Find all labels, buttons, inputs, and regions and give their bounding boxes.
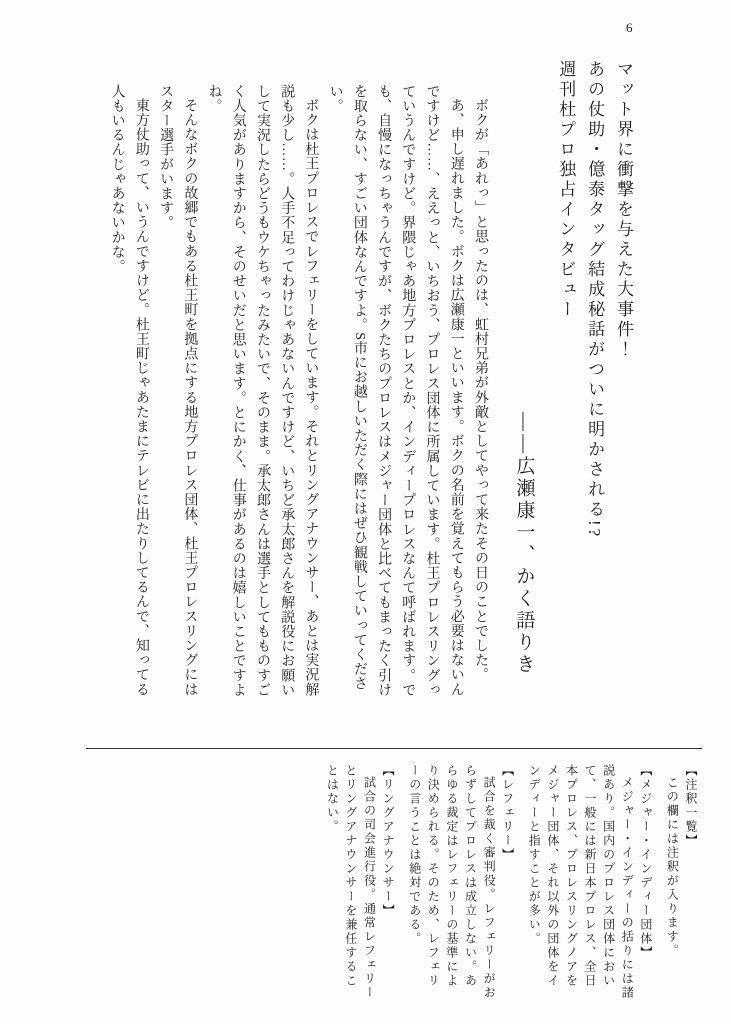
footnote-entry — [405, 764, 517, 1000]
headline — [550, 60, 637, 700]
footnote-term: 【リングアナウンサー】 — [381, 764, 396, 918]
footnotes-section — [323, 764, 700, 1000]
footnote-term: 【メジャー・インディー団体】 — [638, 764, 653, 960]
headline-line-3: 週刊杜プロ独占インタビュー — [556, 60, 576, 320]
section-divider — [86, 748, 702, 749]
article-paragraph: ボクは杜王プロレスでレフェリーをしています。それとリングアナウンサー、あとは実況解説も少し……。人手不足ってわけじゃあないんですけど、いちど承太郎さんを解説役にお願いして実況したらどうもウケちゃったみたいで、そのまま。承太郎さんは選手としてもものすごく人気がありますから、そのせいだと思います。とにかく、仕事があるのは嬉しいことですよね。 — [206, 84, 319, 698]
article-body — [104, 60, 492, 700]
article-paragraph: ボクが「あれっ」と思ったのは、虹村兄弟が外敵としてやって来たその日のことでした。 — [472, 98, 488, 682]
headline-line-2: あの仗助・億泰タッグ結成秘話がついに明かされる!? — [585, 60, 605, 540]
footnote-description: メジャー・インディーの括りには諸説あり。国内のプロレス団体において、一般には新日本プロレス、全日本プロレス、プロレスリングノアをメジャー団体、それ以外の団体をインディーと指すことが多い。 — [527, 764, 635, 1000]
footnote-entry — [323, 764, 397, 1000]
article-paragraph: そんなボクの故郷でもある杜王町を拠点にする地方プロレス団体、杜王プロレスリングにはスター選手がいます。 — [158, 84, 198, 697]
headline-attribution: ――広瀬康一、かく語りき — [513, 412, 535, 676]
footnote-description: 試合の司会進行役。通常レフェリーとリングアナウンサーを兼任することはない。 — [325, 764, 377, 1000]
article-paragraph: 東方仗助って、いうんですけど。杜王町じゃあたまにテレビに出たりしてるんで、知ってる人もいるんじゃあないかな。 — [109, 84, 149, 697]
footnote-description: 試合を裁く審判役。レフェリーがおらずしてプロレスは成立しない。あらゆる裁定はレフェリーの基準により決められる。そのため、レフェリーの言うことは絶対である。 — [407, 764, 497, 1000]
article-paragraph: あ、申し遅れました。ボクは広瀬康一といいます。ボクの名前を覚えてもらう必要はないんですけど……、ええっと、いちおう、プロレス団体に所属しています。杜王プロレスリングっていうんですけど。界隈じゃあ地方プロレスとか、インディープロレスなんて呼ばれます。でも、自慢になっちゃうんですが、ボクたちのプロレスはメジャー団体と比べてもまったく引けを取らない、すごい団体なんですよ。S市にお越しいただく際にはぜひ観戦していってください。 — [327, 84, 464, 698]
footnotes-title: 【注釈一覧】 — [684, 764, 698, 848]
interview-section — [104, 60, 637, 700]
page-number: 6 — [626, 20, 633, 35]
headline-line-1: マット界に衝撃を与えた大事件！ — [614, 60, 633, 360]
footnote-entry — [525, 764, 655, 1000]
footnotes-intro: この欄には注釈が入ります。 — [665, 776, 680, 958]
footnote-term: 【レフェリー】 — [500, 764, 515, 862]
